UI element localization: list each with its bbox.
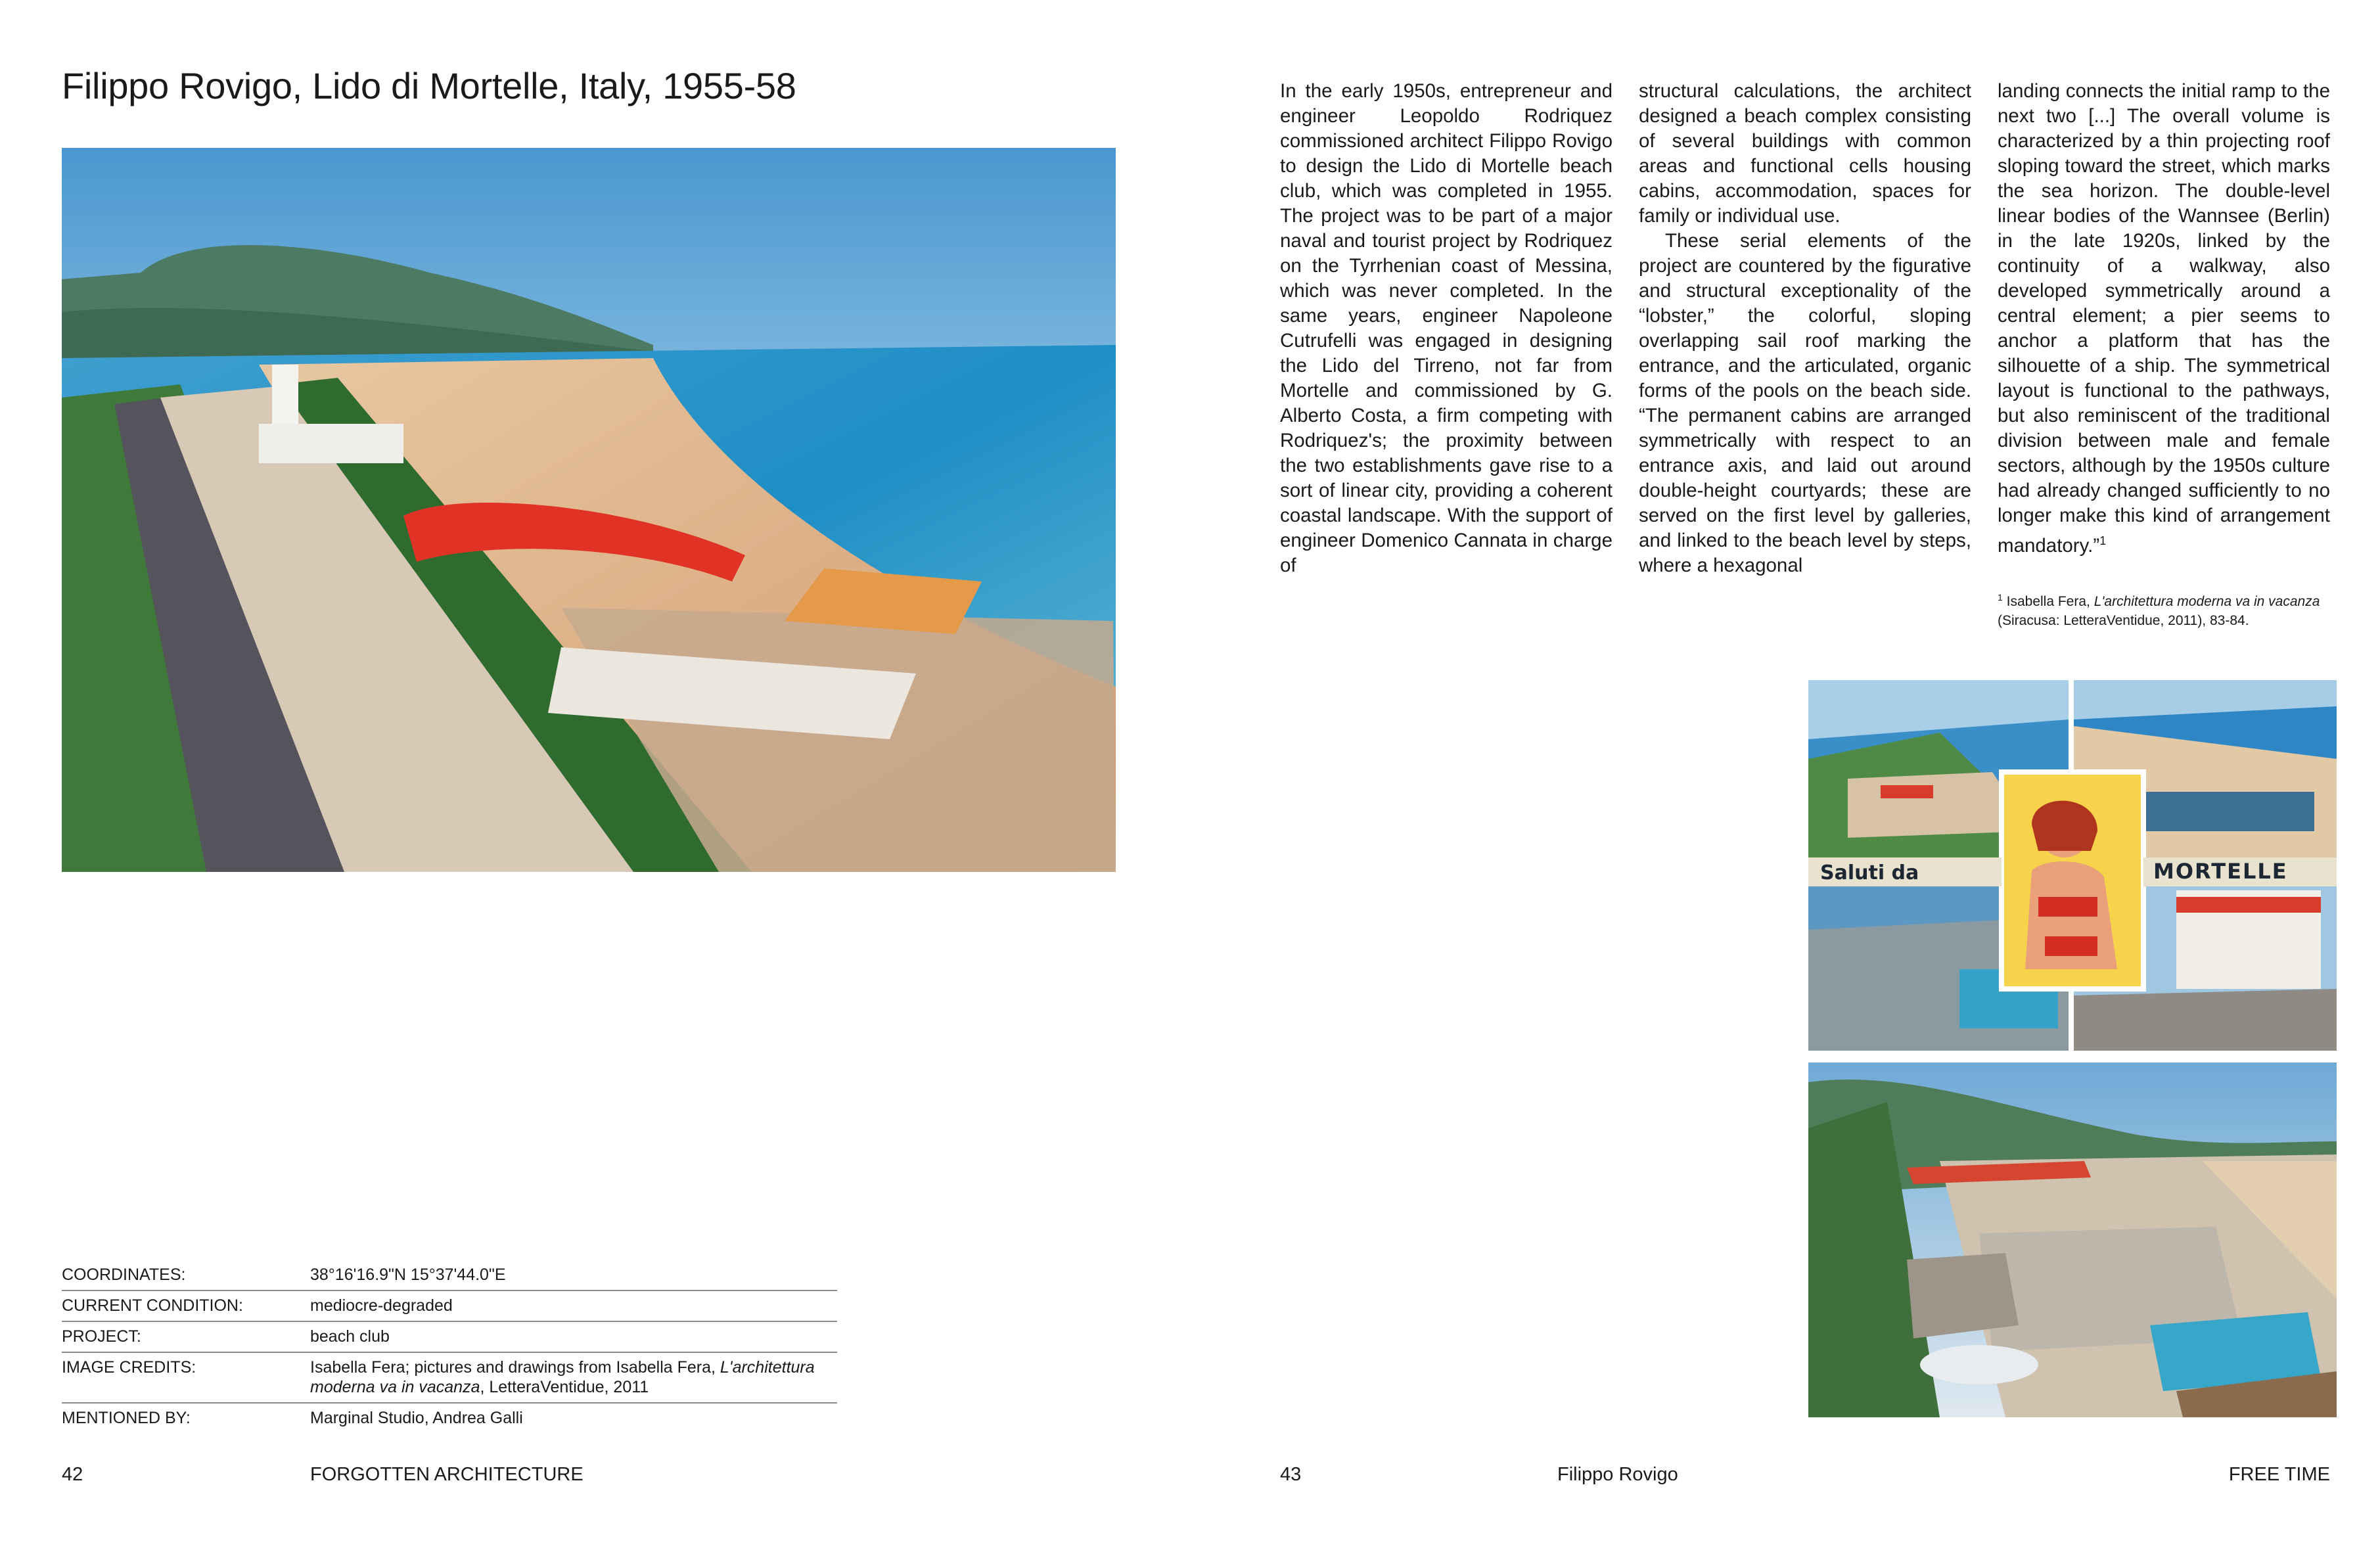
postcard-collage-photo	[1808, 680, 2337, 1051]
info-row-project	[62, 1322, 837, 1353]
info-label: CURRENT CONDITION:	[62, 1296, 243, 1315]
left-page-number: 42	[62, 1464, 83, 1485]
running-section	[2229, 1464, 2330, 1486]
info-row-coordinates	[62, 1260, 837, 1291]
footnote-suffix: (Siracusa: LetteraVentidue, 2011), 83-84.	[1998, 613, 2249, 628]
footnote	[1998, 588, 2330, 630]
credits-book-title: L'architettura moderna va in vacanza	[310, 1358, 815, 1396]
beach-complex-illustration	[1808, 1062, 2337, 1417]
paragraph: In the early 1950s, entrepreneur and engineer Leopoldo Rodriquez commissioned architect Filippo Rovigo to design the Lido di Mortelle beach club, which was completed in 1955. The project was to be part of a major naval and tourist project by Rodriquez on the Tyrrhenian coast of Messina, which was never completed. In the same years, engineer Napoleone Cutrufelli was engaged in designing the Lido del Tirreno, not far from Mortelle and commissioned by G. Alberto Costa, a firm competing with Rodriquez's; the proximity between the two establishments gave rise to a sort of linear city, providing a coherent coastal landscape. With the support of engineer Domenico Cannata in charge of	[1280, 80, 1613, 576]
credits-suffix: , LetteraVentidue, 2011	[480, 1378, 649, 1396]
info-label: IMAGE CREDITS:	[62, 1358, 196, 1377]
running-section-label: FREE TIME	[2228, 1464, 2330, 1485]
postcard-place-text: MORTELLE	[2153, 859, 2288, 884]
info-value	[310, 1358, 837, 1397]
right-page-number: 43	[1280, 1464, 1302, 1485]
info-label: MENTIONED BY:	[62, 1409, 191, 1427]
paragraph: structural calculations, the architect designed a beach complex consisting of several buildings with common areas and functional cells housing cabins, accommodation, spaces for family or individual use.	[1639, 80, 1971, 227]
beach-complex-photo	[1808, 1062, 2337, 1417]
text-column-2	[1639, 79, 1971, 578]
text-column-1	[1280, 79, 1613, 578]
left-running-title: FORGOTTEN ARCHITECTURE	[310, 1464, 584, 1485]
project-info-table	[62, 1260, 837, 1433]
info-value: mediocre-degraded	[310, 1296, 453, 1315]
beach-aerial-illustration	[62, 148, 1116, 872]
info-row-condition	[62, 1291, 837, 1322]
footnote-prefix: Isabella Fera,	[2002, 594, 2094, 609]
main-beach-photo	[62, 148, 1116, 872]
text-column-3	[1998, 79, 2330, 578]
paragraph-text: landing connects the initial ramp to the next two [...] The overall volume is characterized by a thin projecting roof sloping toward the street, which marks the sea horizon. The double-level linear bodies of the Wannsee (Berlin) in the late 1920s, linked by the continuity of a walkway, also developed symmetrically around a central element; a pier seems to anchor a platform that has the silhouette of a ship. The symmetrical layout is functional to the pathways, but also reminiscent of the traditional division between male and female sectors, although by the 1950s culture had already changed sufficiently to no longer make this kind of arrangement mandatory.”	[1998, 80, 2330, 557]
body-text-columns	[1280, 79, 2330, 578]
info-row-credits	[62, 1353, 837, 1404]
info-label: PROJECT:	[62, 1327, 141, 1346]
credits-prefix: Isabella Fera; pictures and drawings from Isabella Fera,	[310, 1358, 720, 1377]
postcard-greeting-text: Saluti da	[1820, 861, 1919, 884]
info-value: Marginal Studio, Andrea Galli	[310, 1409, 523, 1427]
running-author: Filippo Rovigo	[1557, 1464, 1678, 1485]
postcard-illustration	[1808, 680, 2337, 1051]
paragraph: These serial elements of the project are countered by the figurative and structural exceptionality of the “lobster,” the colorful, sloping overlapping sail roof marking the entrance, and the articulated, organic forms of the pools on the beach side. “The permanent cabins are arranged symmetrically with respect to an entrance axis, and laid out around double-height courtyards; these are served on the first level by galleries, and linked to the beach level by steps, where a hexagonal	[1639, 230, 1971, 576]
footnote-mark: 1	[1998, 592, 2003, 603]
footnote-book-title: L'architettura moderna va in vacanza	[2094, 594, 2320, 609]
info-label: COORDINATES:	[62, 1266, 186, 1284]
page-title: Filippo Rovigo, Lido di Mortelle, Italy, 1955-58	[62, 65, 796, 106]
paragraph	[1998, 79, 2330, 559]
info-value: 38°16'16.9"N 15°37'44.0"E	[310, 1266, 506, 1284]
footnote-reference[interactable]: 1	[2099, 534, 2107, 547]
info-row-mentioned	[62, 1404, 837, 1433]
info-value: beach club	[310, 1327, 390, 1346]
